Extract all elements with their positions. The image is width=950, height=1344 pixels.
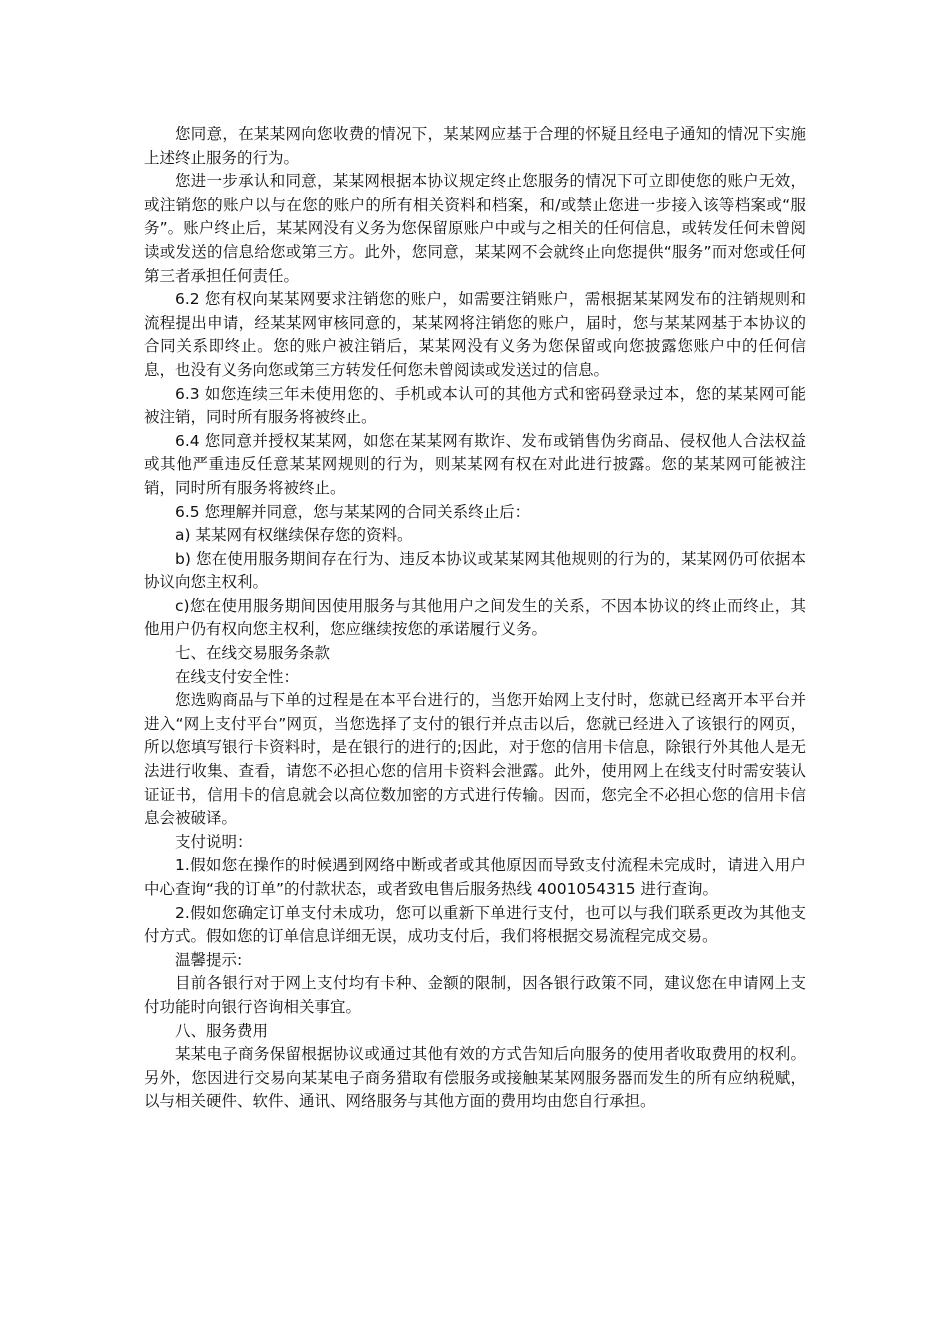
section-heading-7: 七、在线交易服务条款 — [175, 644, 331, 663]
paragraph-6-4: 6.4 您同意并授权某某网，如您在某某网有欺诈、发布或销售伪劣商品、侵权他人合法权益或其他严重违反任意某某网规则的行为，则某某网有权在对此进行披露。您的某某网可能被注销，同时所有服务将被终止。 — [144, 431, 806, 497]
subheading-payment-security: 在线支付安全性： — [175, 667, 300, 686]
paragraph-payment-note-1: 1.假如您在操作的时候遇到网络中断或者或其他原因而导致支付流程未完成时，请进入用户中心查询“我的订单”的付款状态，或者致电售后服务热线 4001054315 进行查询。 — [144, 856, 806, 898]
paragraph-tips: 目前各银行对于网上支付均有卡种、金额的限制，因各银行政策不同，建议您在申请网上支付功能时向银行咨询相关事宜。 — [144, 974, 806, 1016]
section-heading-8: 八、服务费用 — [175, 1021, 269, 1040]
paragraph-account-invalidation: 您进一步承认和同意，某某网根据本协议规定终止您服务的情况下可立即使您的账户无效，或注销您的账户以与在您的账户的所有相关资料和档案，和/或禁止您进一步接入该等档案或“服务”。账户终止后，某某网没有义务为您保留原账户中或与之相关的任何信息，或转发任何未曾阅读或发送的信息给您或第三方。此外，您同意，某某网不会就终止向您提供“服务”而对您或任何第三者承担任何责任。 — [144, 172, 806, 285]
paragraph-6-5: 6.5 您理解并同意，您与某某网的合同关系终止后： — [175, 502, 531, 521]
paragraph-service-fees: 某某电子商务保留根据协议或通过其他有效的方式告知后向服务的使用者收取费用的权利。另外，您因进行交易向某某电子商务猎取有偿服务或接触某某网服务器而发生的所有应纳税赋，以与相关硬件、软件、通讯、网络服务与其他方面的费用均由您自行承担。 — [144, 1045, 806, 1111]
subheading-payment-notes: 支付说明： — [175, 832, 253, 851]
paragraph-6-5-b: b) 您在使用服务期间存在行为、违反本协议或某某网其他规则的行为的，某某网仍可依据本协议向您主权利。 — [144, 549, 806, 592]
paragraph-termination-notice: 您同意，在某某网向您收费的情况下，某某网应基于合理的怀疑且经电子通知的情况下实施上述终止服务的行为。 — [144, 125, 806, 167]
paragraph-6-5-c: c)您在使用服务期间因使用服务与其他用户之间发生的关系，不因本协议的终止而终止，其他用户仍有权向您主权利，您应继续按您的承诺履行义务。 — [144, 596, 806, 639]
paragraph-6-5-a: a) 某某网有权继续保存您的资料。 — [175, 526, 413, 545]
paragraph-payment-note-2: 2.假如您确定订单支付未成功，您可以重新下单进行支付，也可以与我们联系更改为其他支付方式。假如您的订单信息详细无误，成功支付后，我们将根据交易流程完成交易。 — [144, 903, 806, 946]
paragraph-6-2: 6.2 您有权向某某网要求注销您的账户，如需要注销账户，需根据某某网发布的注销规则和流程提出申请，经某某网审核同意的，某某网将注销您的账户，届时，您与某某网基于本协议的合同关系即终止。您的账户被注销后，某某网没有义务为您保留或向您披露您账户中的任何信息，也没有义务向您或第三方转发任何您未曾阅读或发送过的信息。 — [144, 290, 806, 379]
subheading-tips: 温馨提示: — [175, 950, 243, 969]
paragraph-payment-security: 您选购商品与下单的过程是在本平台进行的，当您开始网上支付时，您就已经离开本平台并进入“网上支付平台”网页，当您选择了支付的银行并点击以后，您就已经进入了该银行的网页，所以您填写银行卡资料时，是在银行的进行的;因此，对于您的信用卡信息，除银行外其他人是无法进行收集、查看，请您不必担心您的信用卡资料会泄露。此外，使用网上在线支付时需安装认证证书，信用卡的信息就会以高位数加密的方式进行传输。因而，您完全不必担心您的信用卡信息会被破译。 — [144, 691, 806, 828]
paragraph-6-3: 6.3 如您连续三年未使用您的、手机或本认可的其他方式和密码登录过本，您的某某网可能被注销，同时所有服务将被终止。 — [144, 384, 806, 427]
document-page — [144, 123, 806, 1114]
